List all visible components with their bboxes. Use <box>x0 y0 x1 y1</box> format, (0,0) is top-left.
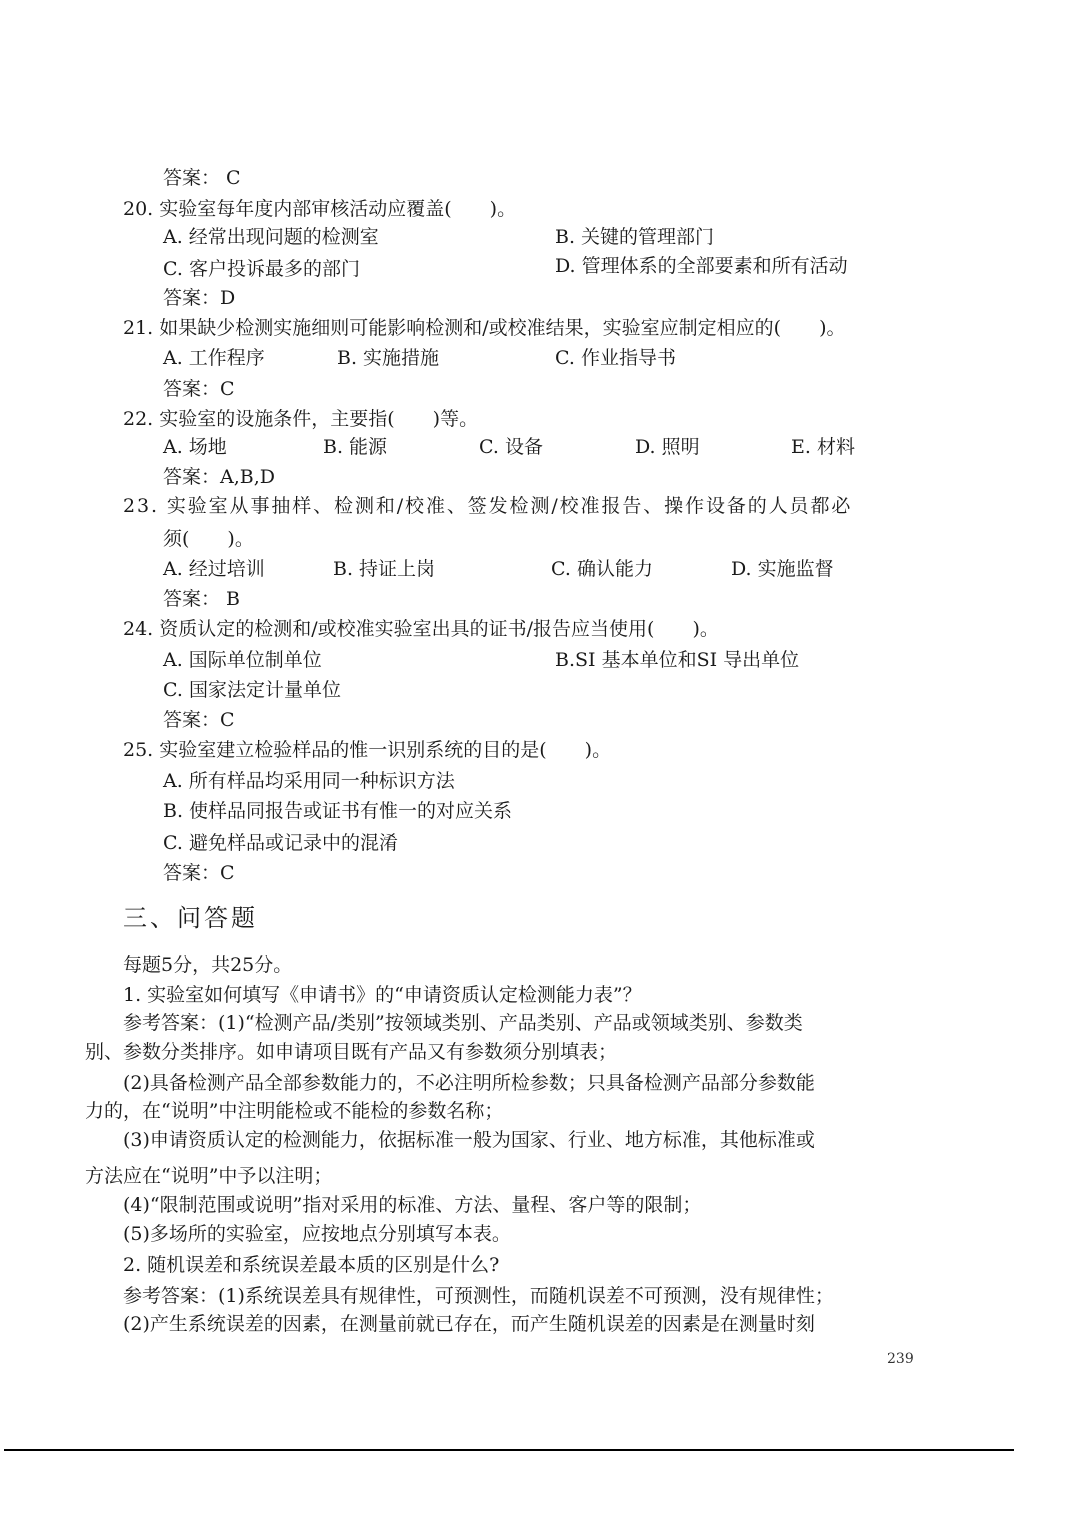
q24-answer: 答案：C <box>163 709 235 731</box>
q21-option-a: A. 工作程序 <box>163 347 265 369</box>
q23-option-b: B. 持证上岗 <box>333 558 436 580</box>
question-25-stem: 25. 实验室建立检验样品的惟一识别系统的目的是( )。 <box>123 739 612 761</box>
q20-option-a: A. 经常出现问题的检测室 <box>163 226 379 248</box>
q20-option-d: D. 管理体系的全部要素和所有活动 <box>555 255 848 277</box>
q21-option-c: C. 作业指导书 <box>555 347 676 369</box>
question-23-stem: 23. 实验室从事抽样、检测和/校准、签发检测/校准报告、操作设备的人员都必 <box>123 495 853 517</box>
q20-answer: 答案：D <box>163 287 236 309</box>
q23-option-d: D. 实施监督 <box>731 558 834 580</box>
section-heading: 三、问答题 <box>123 904 258 932</box>
q1-answer-line-8: (5)多场所的实验室，应按地点分别填写本表。 <box>123 1223 511 1245</box>
q22-option-e: E. 材料 <box>791 436 855 458</box>
essay-question-2: 2. 随机误差和系统误差最本质的区别是什么? <box>123 1254 500 1276</box>
question-22-stem: 22. 实验室的设施条件，主要指( )等。 <box>123 408 479 430</box>
q25-option-c: C. 避免样品或记录中的混淆 <box>163 832 398 854</box>
q1-answer-line-4: 力的，在“说明”中注明能检或不能检的参数名称； <box>85 1100 504 1122</box>
q2-answer-line-2: (2)产生系统误差的因素，在测量前就已存在，而产生随机误差的因素是在测量时刻 <box>123 1313 815 1335</box>
answer-q19: 答案： C <box>163 167 241 189</box>
q23-option-a: A. 经过培训 <box>163 558 265 580</box>
question-20-stem: 20. 实验室每年度内部审核活动应覆盖( )。 <box>123 198 517 220</box>
question-24-stem: 24. 资质认定的检测和/或校准实验室出具的证书/报告应当使用( )。 <box>123 618 719 640</box>
footer-rule <box>4 1449 1014 1451</box>
q21-option-b: B. 实施措施 <box>337 347 440 369</box>
q23-answer: 答案： B <box>163 588 241 610</box>
q22-option-b: B. 能源 <box>323 436 388 458</box>
q24-option-b: B.SI 基本单位和SI 导出单位 <box>555 649 800 671</box>
q1-answer-line-7: (4)“限制范围或说明”指对采用的标准、方法、量程、客户等的限制； <box>123 1194 702 1216</box>
page-number: 239 <box>887 1351 914 1367</box>
q25-answer: 答案：C <box>163 862 235 884</box>
score-note: 每题5分，共25分。 <box>123 954 293 976</box>
q20-option-c: C. 客户投诉最多的部门 <box>163 258 360 280</box>
q22-option-d: D. 照明 <box>635 436 700 458</box>
q1-answer-line-3: (2)具备检测产品全部参数能力的，不必注明所检参数；只具备检测产品部分参数能 <box>123 1072 815 1094</box>
q25-option-a: A. 所有样品均采用同一种标识方法 <box>163 770 455 792</box>
q1-answer-line-5: (3)申请资质认定的检测能力，依据标准一般为国家、行业、地方标准，其他标准或 <box>123 1129 815 1151</box>
q21-answer: 答案：C <box>163 378 235 400</box>
q1-answer-line-2: 别、参数分类排序。如申请项目既有产品又有参数须分别填表； <box>85 1041 618 1063</box>
essay-question-1: 1. 实验室如何填写《申请书》的“申请资质认定检测能力表”？ <box>123 984 642 1006</box>
q24-option-c: C. 国家法定计量单位 <box>163 679 341 701</box>
q2-answer-line-1: 参考答案：(1)系统误差具有规律性，可预测性，而随机误差不可预测，没有规律性； <box>123 1285 834 1307</box>
q1-answer-line-6: 方法应在“说明”中予以注明； <box>85 1165 333 1187</box>
q1-answer-line-1: 参考答案：(1)“检测产品/类别”按领域类别、产品类别、产品或领域类别、参数类 <box>123 1012 803 1034</box>
q23-option-c: C. 确认能力 <box>551 558 653 580</box>
q22-option-a: A. 场地 <box>163 436 227 458</box>
q22-option-c: C. 设备 <box>479 436 543 458</box>
question-23-stem-cont: 须( )。 <box>163 528 254 550</box>
q25-option-b: B. 使样品同报告或证书有惟一的对应关系 <box>163 800 513 822</box>
question-21-stem: 21. 如果缺少检测实施细则可能影响检测和/或校准结果，实验室应制定相应的( )。 <box>123 317 846 339</box>
q20-option-b: B. 关键的管理部门 <box>555 226 715 248</box>
q24-option-a: A. 国际单位制单位 <box>163 649 322 671</box>
q22-answer: 答案：A,B,D <box>163 466 275 488</box>
